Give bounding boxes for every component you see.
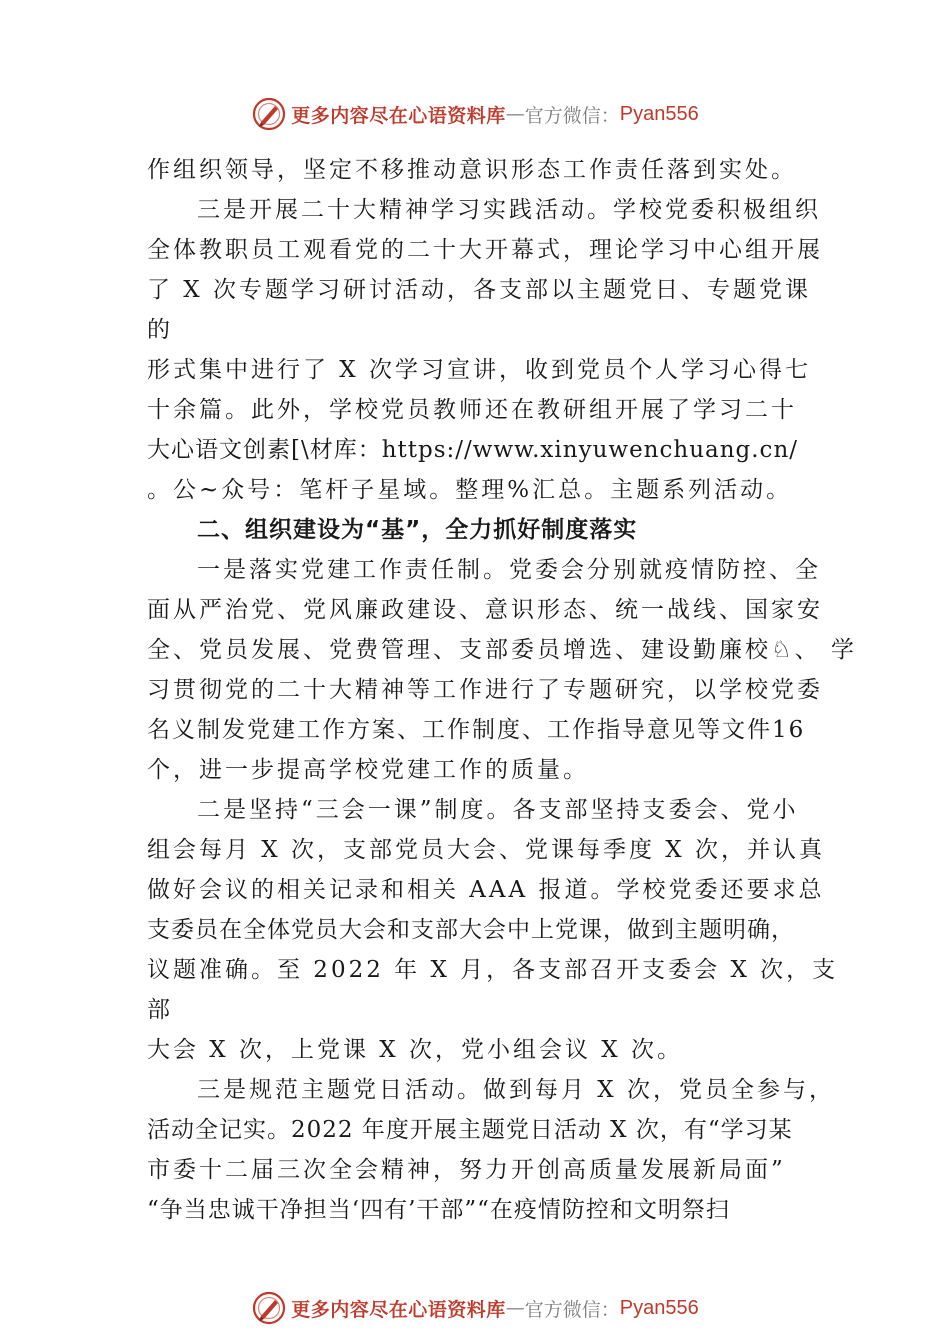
watermark-banner-top bbox=[0, 94, 950, 134]
watermark-site-text: 更多内容尽在心语资料库 bbox=[291, 104, 506, 127]
text-line: 的 bbox=[147, 317, 173, 343]
text-line: 大会 X 次，上党课 X 次，党小组会议 X 次。 bbox=[147, 1037, 683, 1063]
text-line: 。公~众号：笔杆子星域。整理%汇总。主题系列活动。 bbox=[147, 477, 793, 503]
watermark-account: Pyan556 bbox=[619, 1296, 699, 1319]
text-line: 面从严治党、党风廉政建设、意识形态、统一战线、国家安 bbox=[147, 597, 823, 623]
text-line: 支委员在全体党员大会和支部大会中上党课，做到主题明确， bbox=[147, 917, 795, 943]
text-line: 名义制发党建工作方案、工作制度、工作指导意见等文件16 bbox=[147, 717, 806, 743]
watermark-label: 官方微信： bbox=[524, 104, 620, 127]
watermark-separator: — bbox=[505, 103, 525, 125]
text-line: 三是规范主题党日活动。做到每月 X 次，党员全参与， bbox=[197, 1077, 835, 1103]
text-line: 十余篇。此外，学校党员教师还在教研组开展了学习二十 bbox=[147, 397, 797, 423]
text-line: 三是开展二十大精神学习实践活动。学校党委积极组织 bbox=[197, 197, 821, 223]
text-line: 作组织领导，坚定不移推动意识形态工作责任落到实处。 bbox=[147, 157, 797, 183]
watermark-label: 官方微信： bbox=[524, 1298, 620, 1321]
pen-seal-logo-icon bbox=[251, 1290, 287, 1326]
text-line: 一是落实党建工作责任制。党委会分别就疫情防控、全 bbox=[197, 557, 821, 583]
section-heading: 二、组织建设为“基”，全力抓好制度落实 bbox=[197, 517, 638, 543]
text-line: 形式集中进行了 X 次学习宣讲，收到党员个人学习心得七 bbox=[147, 357, 811, 383]
text-line: 个，进一步提高学校党建工作的质量。 bbox=[147, 757, 589, 783]
text-line: 议题准确。至 2022 年 X 月，各支部召开支委会 X 次，支 bbox=[147, 957, 839, 983]
text-line: 组会每月 X 次，支部党员大会、党课每季度 X 次，并认真 bbox=[147, 837, 825, 863]
text-line: 活动全记实。2022 年度开展主题党日活动 X 次，有“学习某 bbox=[147, 1117, 793, 1143]
text-line: 部 bbox=[147, 997, 173, 1023]
text-line: 大心语文创素[\材库：https://www.xinyuwenchuang.cn/ bbox=[147, 437, 799, 463]
text-line: “争当忠诚干净担当‘四有’干部”“在疫情防控和文明祭扫 bbox=[147, 1197, 730, 1223]
watermark-separator: — bbox=[505, 1297, 525, 1319]
text-line: 习贯彻党的二十大精神等工作进行了专题研究，以学校党委 bbox=[147, 677, 823, 703]
pen-seal-logo-icon bbox=[251, 96, 287, 132]
document-body bbox=[147, 150, 857, 1230]
text-line: 二是坚持“三会一课”制度。各支部坚持支委会、党小 bbox=[197, 797, 799, 823]
text-line: 市委十二届三次全会精神，努力开创高质量发展新局面” bbox=[147, 1157, 786, 1183]
watermark-site-text: 更多内容尽在心语资料库 bbox=[291, 1298, 506, 1321]
watermark-account: Pyan556 bbox=[619, 102, 699, 125]
text-line: 全体教职员工观看党的二十大开幕式，理论学习中心组开展 bbox=[147, 237, 823, 263]
watermark-banner-bottom bbox=[0, 1288, 950, 1328]
text-line: 做好会议的相关记录和相关 AAA 报道。学校党委还要求总 bbox=[147, 877, 825, 903]
text-line: 了 X 次专题学习研讨活动，各支部以主题党日、专题党课 bbox=[147, 277, 811, 303]
text-line: 全、党员发展、党费管理、支部委员增选、建设勤廉校♘、 学 bbox=[147, 637, 857, 663]
